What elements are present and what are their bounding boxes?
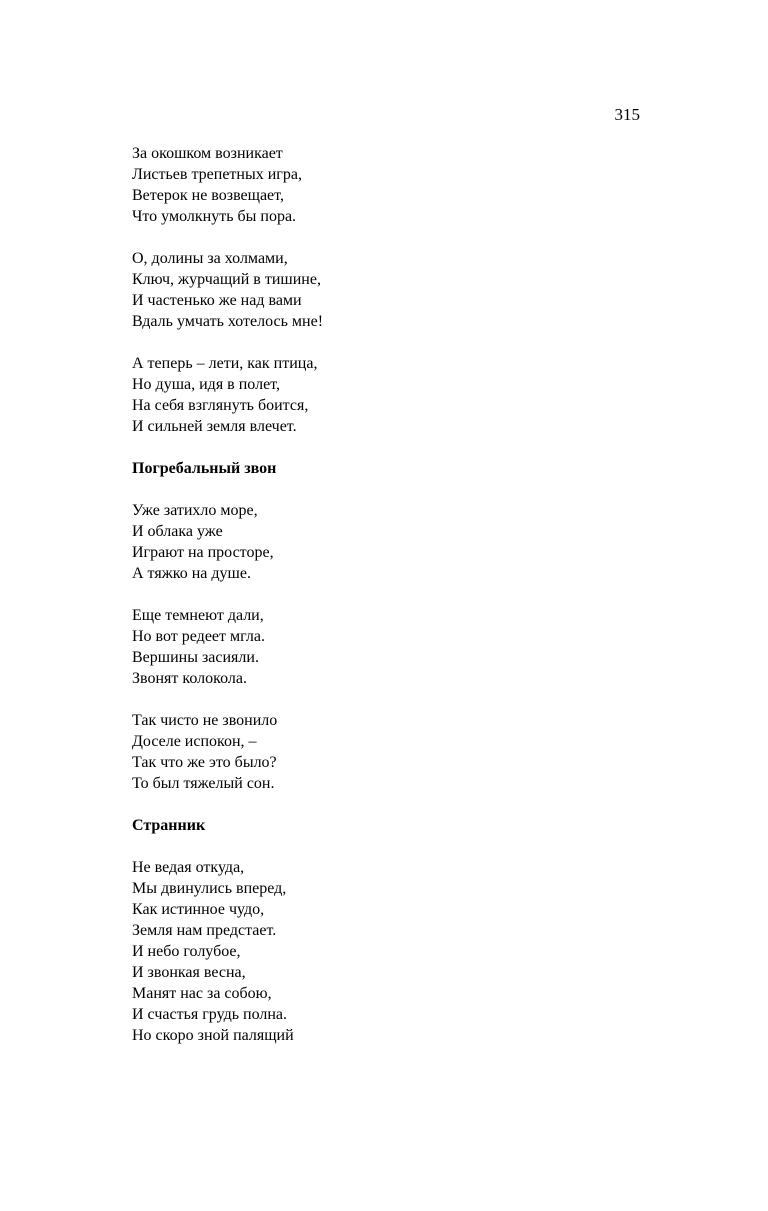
verse-line: И облака уже bbox=[132, 523, 223, 540]
verse-line: И частенько же над вами bbox=[132, 292, 302, 309]
verse-line: А тяжко на душе. bbox=[132, 565, 251, 582]
poem-pogrebalny-zvon bbox=[132, 458, 652, 794]
poem-continuation bbox=[132, 143, 652, 437]
poem-title: Странник bbox=[132, 817, 206, 834]
verse-line: Вершины засияли. bbox=[132, 649, 259, 666]
verse-line: Но скоро зной палящий bbox=[132, 1027, 294, 1044]
stanza bbox=[132, 857, 652, 1046]
verse-line: Ключ, журчащий в тишине, bbox=[132, 271, 321, 288]
verse-line: На себя взглянуть боится, bbox=[132, 397, 309, 414]
verse-line: И счастья грудь полна. bbox=[132, 1006, 288, 1023]
verse-line: Так что же это было? bbox=[132, 754, 277, 771]
stanza bbox=[132, 143, 652, 227]
verse-line: За окошком возникает bbox=[132, 145, 283, 162]
verse-line: Звонят колокола. bbox=[132, 670, 247, 687]
verse-line: И сильней земля влечет. bbox=[132, 418, 297, 435]
verse-line: И звонкая весна, bbox=[132, 964, 246, 981]
verse-line: Играют на просторе, bbox=[132, 544, 274, 561]
verse-line: Земля нам предстает. bbox=[132, 922, 277, 939]
stanza bbox=[132, 353, 652, 437]
page-number: 315 bbox=[614, 105, 640, 124]
verse-line: Но душа, идя в полет, bbox=[132, 376, 280, 393]
verse-line: Вдаль умчать хотелось мне! bbox=[132, 313, 324, 330]
verse-line: Так чисто не звонило bbox=[132, 712, 278, 729]
verse-line: Уже затихло море, bbox=[132, 502, 258, 519]
verse-line: Доселе испокон, – bbox=[132, 733, 257, 750]
verse-line: Но вот редеет мгла. bbox=[132, 628, 265, 645]
verse-line: Мы двинулись вперед, bbox=[132, 880, 287, 897]
verse-line: И небо голубое, bbox=[132, 943, 241, 960]
verse-line: Что умолкнуть бы пора. bbox=[132, 208, 297, 225]
poem-strannik bbox=[132, 815, 652, 1046]
stanza bbox=[132, 500, 652, 584]
verse-line: Манят нас за собою, bbox=[132, 985, 272, 1002]
stanza bbox=[132, 710, 652, 794]
verse-line: То был тяжелый сон. bbox=[132, 775, 275, 792]
page-content bbox=[132, 143, 652, 1067]
verse-line: Листьев трепетных игра, bbox=[132, 166, 302, 183]
verse-line: Как истинное чудо, bbox=[132, 901, 265, 918]
verse-line: Ветерок не возвещает, bbox=[132, 187, 284, 204]
verse-line: О, долины за холмами, bbox=[132, 250, 288, 267]
verse-line: Еще темнеют дали, bbox=[132, 607, 264, 624]
poem-title: Погребальный звон bbox=[132, 460, 277, 477]
verse-line: А теперь – лети, как птица, bbox=[132, 355, 318, 372]
stanza bbox=[132, 605, 652, 689]
stanza bbox=[132, 248, 652, 332]
verse-line: Не ведая откуда, bbox=[132, 859, 245, 876]
